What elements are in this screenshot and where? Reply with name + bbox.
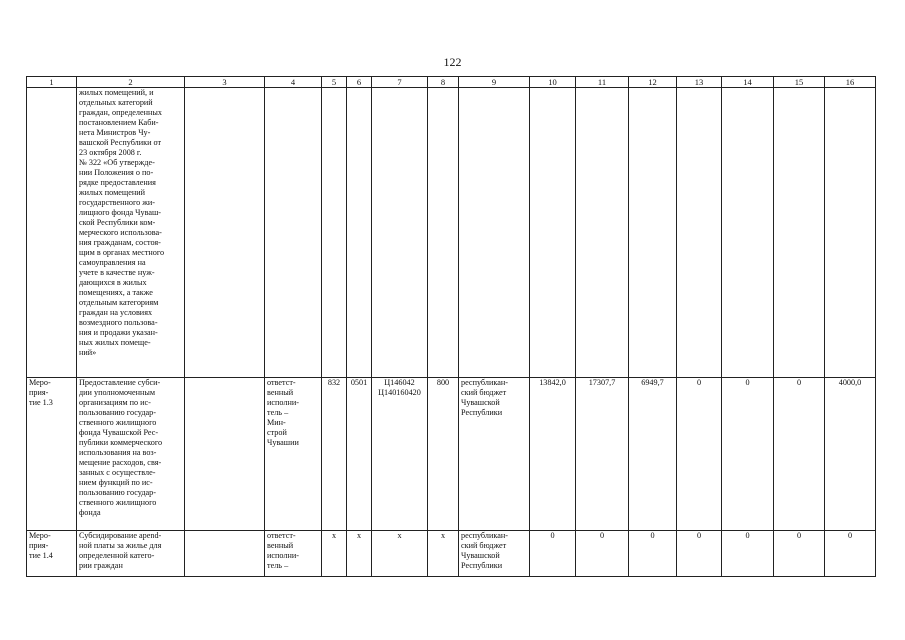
measure-cell: Меро- прия- тие 1.3 — [27, 378, 77, 531]
cell: Ц146042 Ц140160420 — [372, 378, 428, 531]
measure-cell: Меро- прия- тие 1.4 — [27, 531, 77, 577]
cell — [372, 88, 428, 378]
col-header: 14 — [722, 77, 774, 88]
cell — [629, 88, 677, 378]
cell — [185, 88, 265, 378]
cell — [185, 378, 265, 531]
cell: x — [372, 531, 428, 577]
cell — [530, 88, 576, 378]
cell: 800 — [428, 378, 459, 531]
page-number: 122 — [443, 55, 462, 69]
col-header: 13 — [677, 77, 722, 88]
col-header: 2 — [77, 77, 185, 88]
cell: 0 — [576, 531, 629, 577]
cell: 4000,0 — [825, 378, 876, 531]
cell: 17307,7 — [576, 378, 629, 531]
cell: x — [322, 531, 347, 577]
executor-cell: ответст- венный исполни- тель – — [265, 531, 322, 577]
col-header: 8 — [428, 77, 459, 88]
cell: 0 — [530, 531, 576, 577]
cell: 0 — [677, 378, 722, 531]
cell: 0 — [774, 378, 825, 531]
col-header: 4 — [265, 77, 322, 88]
description-cell: Субсидирование арend- ной платы за жилье для определенной катего- рии граждан — [77, 531, 185, 577]
column-number-row — [27, 77, 876, 88]
executor-cell — [265, 88, 322, 378]
cell: 0 — [825, 531, 876, 577]
col-header: 15 — [774, 77, 825, 88]
col-header: 11 — [576, 77, 629, 88]
cell: 0 — [722, 531, 774, 577]
cell: 0 — [722, 378, 774, 531]
budget-table — [26, 76, 876, 577]
description-cell: жилых помещений, и отдельных категорий граждан, определенных постановлением Каби- нета Министров Чу- вашской Республики от 23 октября 2008 г. № 322 «Об утвержде- нии Положения о по- рядке предоставления жилых помещений государственного жи- лищного фонда Чуваш- ской Республики ком- мерческого использова- ния гражданам, состоя- щим в органах местного самоуправления на учете в качестве нуж- дающихся в жилых помещениях, а также отдельным категориям граждан на условиях возмездного пользова- ния и продажи указан- ных жилых помеще- ний» — [77, 88, 185, 378]
cell — [322, 88, 347, 378]
cell — [185, 531, 265, 577]
col-header: 1 — [27, 77, 77, 88]
cell — [576, 88, 629, 378]
executor-cell: ответст- венный исполни- тель – Мин- строй Чувашии — [265, 378, 322, 531]
cell: 0 — [677, 531, 722, 577]
col-header: 7 — [372, 77, 428, 88]
col-header: 6 — [347, 77, 372, 88]
table-row — [27, 531, 876, 577]
col-header: 12 — [629, 77, 677, 88]
funding-source-cell — [459, 88, 530, 378]
measure-cell — [27, 88, 77, 378]
col-header: 9 — [459, 77, 530, 88]
cell: 832 — [322, 378, 347, 531]
cell — [347, 88, 372, 378]
cell: 0 — [629, 531, 677, 577]
funding-source-cell: республикан- ский бюджет Чувашской Республики — [459, 378, 530, 531]
funding-source-cell: республикан- ский бюджет Чувашской Республики — [459, 531, 530, 577]
cell — [677, 88, 722, 378]
col-header: 5 — [322, 77, 347, 88]
cell — [428, 88, 459, 378]
table-row — [27, 378, 876, 531]
cell: x — [347, 531, 372, 577]
col-header: 16 — [825, 77, 876, 88]
col-header: 10 — [530, 77, 576, 88]
cell: 13842,0 — [530, 378, 576, 531]
cell: x — [428, 531, 459, 577]
cell: 0501 — [347, 378, 372, 531]
cell: 0 — [774, 531, 825, 577]
cell: 6949,7 — [629, 378, 677, 531]
col-header: 3 — [185, 77, 265, 88]
description-cell: Предоставление субси- дии уполномоченным организациям по ис- пользованию государ- ственного жилищного фонда Чувашской Рес- публики коммерческого использования на воз- мещение расходов, свя- занных с осуществле- нием функций по ис- пользованию государ- ственного жилищного фонда — [77, 378, 185, 531]
table-row — [27, 88, 876, 378]
cell — [825, 88, 876, 378]
cell — [774, 88, 825, 378]
cell — [722, 88, 774, 378]
